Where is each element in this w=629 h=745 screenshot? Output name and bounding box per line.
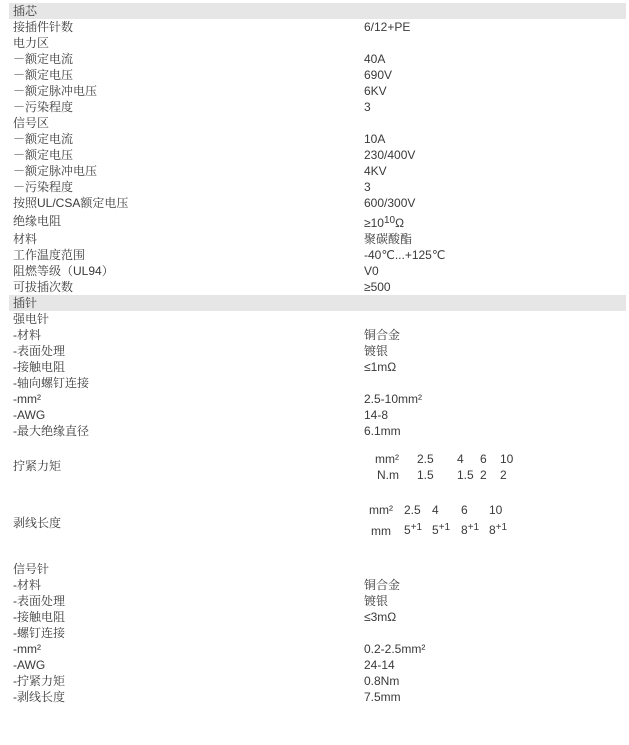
spec-value: 镀银 — [364, 594, 389, 608]
strip-cell: 4 — [432, 503, 439, 517]
spec-value: 600/300V — [364, 196, 416, 210]
spec-value: 6/12+PE — [364, 20, 411, 34]
spec-label: 强电针 — [13, 312, 50, 326]
spec-value: 40A — [364, 52, 386, 66]
spec-label: －额定电压 — [13, 68, 74, 82]
spec-label: -表面处理 — [13, 344, 65, 358]
spec-value: 镀银 — [364, 344, 389, 358]
spec-value: 铜合金 — [364, 328, 401, 342]
strip-cell: $8^{+1}$ — [489, 522, 508, 537]
strip-cell: 2.5 — [404, 503, 421, 517]
spec-label: -mm² — [13, 642, 41, 656]
insulation-prefix: ≥10 — [364, 216, 384, 230]
strip-cell: $5^{+1}$ — [432, 522, 451, 537]
spec-value: 14-8 — [364, 408, 389, 422]
spec-row — [0, 609, 629, 625]
spec-row — [0, 673, 629, 689]
spec-row — [0, 51, 629, 67]
spec-value: ≤3mΩ — [364, 610, 397, 624]
torque-row — [0, 439, 629, 497]
spec-value: V0 — [364, 264, 379, 278]
section-title: 插芯 — [13, 4, 38, 18]
strip-cell: 6 — [461, 503, 468, 517]
spec-value: -40℃...+125℃ — [364, 248, 446, 262]
spec-row — [0, 561, 629, 577]
spec-label: -拧紧力矩 — [13, 674, 65, 688]
spec-label: -材料 — [13, 578, 41, 592]
spec-value: 铜合金 — [364, 578, 401, 592]
spec-label: －额定脉冲电压 — [13, 84, 98, 98]
spec-label: -轴向螺钉连接 — [13, 376, 89, 390]
spec-value: ≤1mΩ — [364, 360, 397, 374]
spec-row — [0, 99, 629, 115]
insulation-exponent: 10 — [383, 215, 396, 226]
spec-row — [0, 115, 629, 131]
spec-value: ≥500 — [364, 280, 391, 294]
spec-row — [0, 67, 629, 83]
spec-label: 绝缘电阻 — [13, 214, 62, 228]
spec-row — [0, 391, 629, 407]
spec-label: -AWG — [13, 408, 46, 422]
strip-cell: $5^{+1}$ — [404, 522, 423, 537]
spec-row — [0, 689, 629, 705]
spec-value: 7.5mm — [364, 690, 401, 704]
insulation-row — [0, 211, 629, 231]
spec-value: 6.1mm — [364, 424, 401, 438]
spec-row — [0, 641, 629, 657]
spec-label: 接插件针数 — [13, 20, 74, 34]
spec-row — [0, 593, 629, 609]
spec-row — [0, 311, 629, 327]
spec-label: 可拔插次数 — [13, 280, 74, 294]
spec-value: 230/400V — [364, 148, 416, 162]
spec-value: 24-14 — [364, 658, 395, 672]
spec-value: 6KV — [364, 84, 387, 98]
spec-row — [0, 263, 629, 279]
spec-row — [0, 375, 629, 391]
spec-row — [0, 147, 629, 163]
spec-label: 材料 — [13, 232, 38, 246]
insulation-unit: Ω — [395, 216, 405, 230]
spec-value: 2.5-10mm² — [364, 392, 423, 406]
spec-value: 聚碳酸酯 — [364, 232, 413, 246]
torque-cell: 2.5 — [417, 452, 434, 466]
spec-label: -接触电阻 — [13, 610, 65, 624]
strip-row — [0, 497, 629, 559]
spec-row — [0, 131, 629, 147]
spec-row — [0, 83, 629, 99]
spec-row — [0, 231, 629, 247]
spec-row — [0, 163, 629, 179]
section-header-pins — [9, 295, 626, 311]
torque-cell: 6 — [480, 452, 487, 466]
spec-row — [0, 179, 629, 195]
spec-label: 剥线长度 — [13, 516, 62, 530]
spec-label: －污染程度 — [13, 180, 74, 194]
spec-value: 4KV — [364, 164, 387, 178]
torque-cell: mm² — [375, 452, 399, 466]
spec-value: 3 — [364, 100, 371, 114]
spec-row — [0, 577, 629, 593]
spec-label: 电力区 — [13, 36, 50, 50]
spec-label: －额定电压 — [13, 148, 74, 162]
spec-label: -最大绝缘直径 — [13, 424, 89, 438]
spec-label: －污染程度 — [13, 100, 74, 114]
strip-values-row — [369, 518, 507, 540]
torque-cell: 10 — [500, 452, 514, 466]
spec-row — [0, 35, 629, 51]
spec-label: 工作温度范围 — [13, 248, 86, 262]
strip-table — [369, 502, 507, 540]
spec-label: －额定脉冲电压 — [13, 164, 98, 178]
core-rows — [0, 19, 629, 295]
torque-cell: 4 — [457, 452, 464, 466]
pin-rows — [0, 311, 629, 705]
torque-cell: 2 — [480, 468, 487, 482]
spec-label: -表面处理 — [13, 594, 65, 608]
spec-row — [0, 19, 629, 35]
spec-label: -mm² — [13, 392, 41, 406]
spec-label: -接触电阻 — [13, 360, 65, 374]
spec-label: -AWG — [13, 658, 46, 672]
strip-cell: $8^{+1}$ — [461, 522, 480, 537]
spec-label: 按照UL/CSA额定电压 — [13, 196, 129, 210]
spec-value: 690V — [364, 68, 393, 82]
spec-value: 0.8Nm — [364, 674, 400, 688]
spec-row — [0, 359, 629, 375]
spec-row — [0, 247, 629, 263]
spec-row — [0, 625, 629, 641]
spec-label: 信号针 — [13, 562, 50, 576]
torque-table — [375, 451, 513, 483]
torque-cell: N.m — [377, 468, 399, 482]
torque-units-row — [375, 451, 513, 467]
spec-row — [0, 343, 629, 359]
spec-value: 10A — [364, 132, 386, 146]
spec-row — [0, 407, 629, 423]
spec-label: -螺钉连接 — [13, 626, 65, 640]
section-header-core — [9, 3, 626, 19]
spec-row — [0, 657, 629, 673]
spec-row — [0, 279, 629, 295]
spec-label: -剥线长度 — [13, 690, 65, 704]
torque-cell: 2 — [500, 468, 507, 482]
strip-cell: 10 — [489, 503, 503, 517]
strip-cell: mm² — [369, 503, 393, 517]
torque-values-row — [375, 467, 513, 483]
spec-label: 阻燃等级（UL94） — [13, 264, 114, 278]
section-title: 插针 — [13, 296, 38, 310]
spec-label: －额定电流 — [13, 132, 74, 146]
spec-label: 拧紧力矩 — [13, 459, 62, 473]
strip-units-row — [369, 502, 507, 518]
spec-value: 0.2-2.5mm² — [364, 642, 426, 656]
spec-row — [0, 195, 629, 211]
spec-label: -材料 — [13, 328, 41, 342]
spec-value: 3 — [364, 180, 371, 194]
spec-row — [0, 327, 629, 343]
spec-row — [0, 423, 629, 439]
spec-label: －额定电流 — [13, 52, 74, 66]
strip-cell: mm — [371, 524, 391, 538]
spec-label: 信号区 — [13, 116, 50, 130]
torque-cell: 1.5 — [457, 468, 474, 482]
torque-cell: 1.5 — [417, 468, 434, 482]
